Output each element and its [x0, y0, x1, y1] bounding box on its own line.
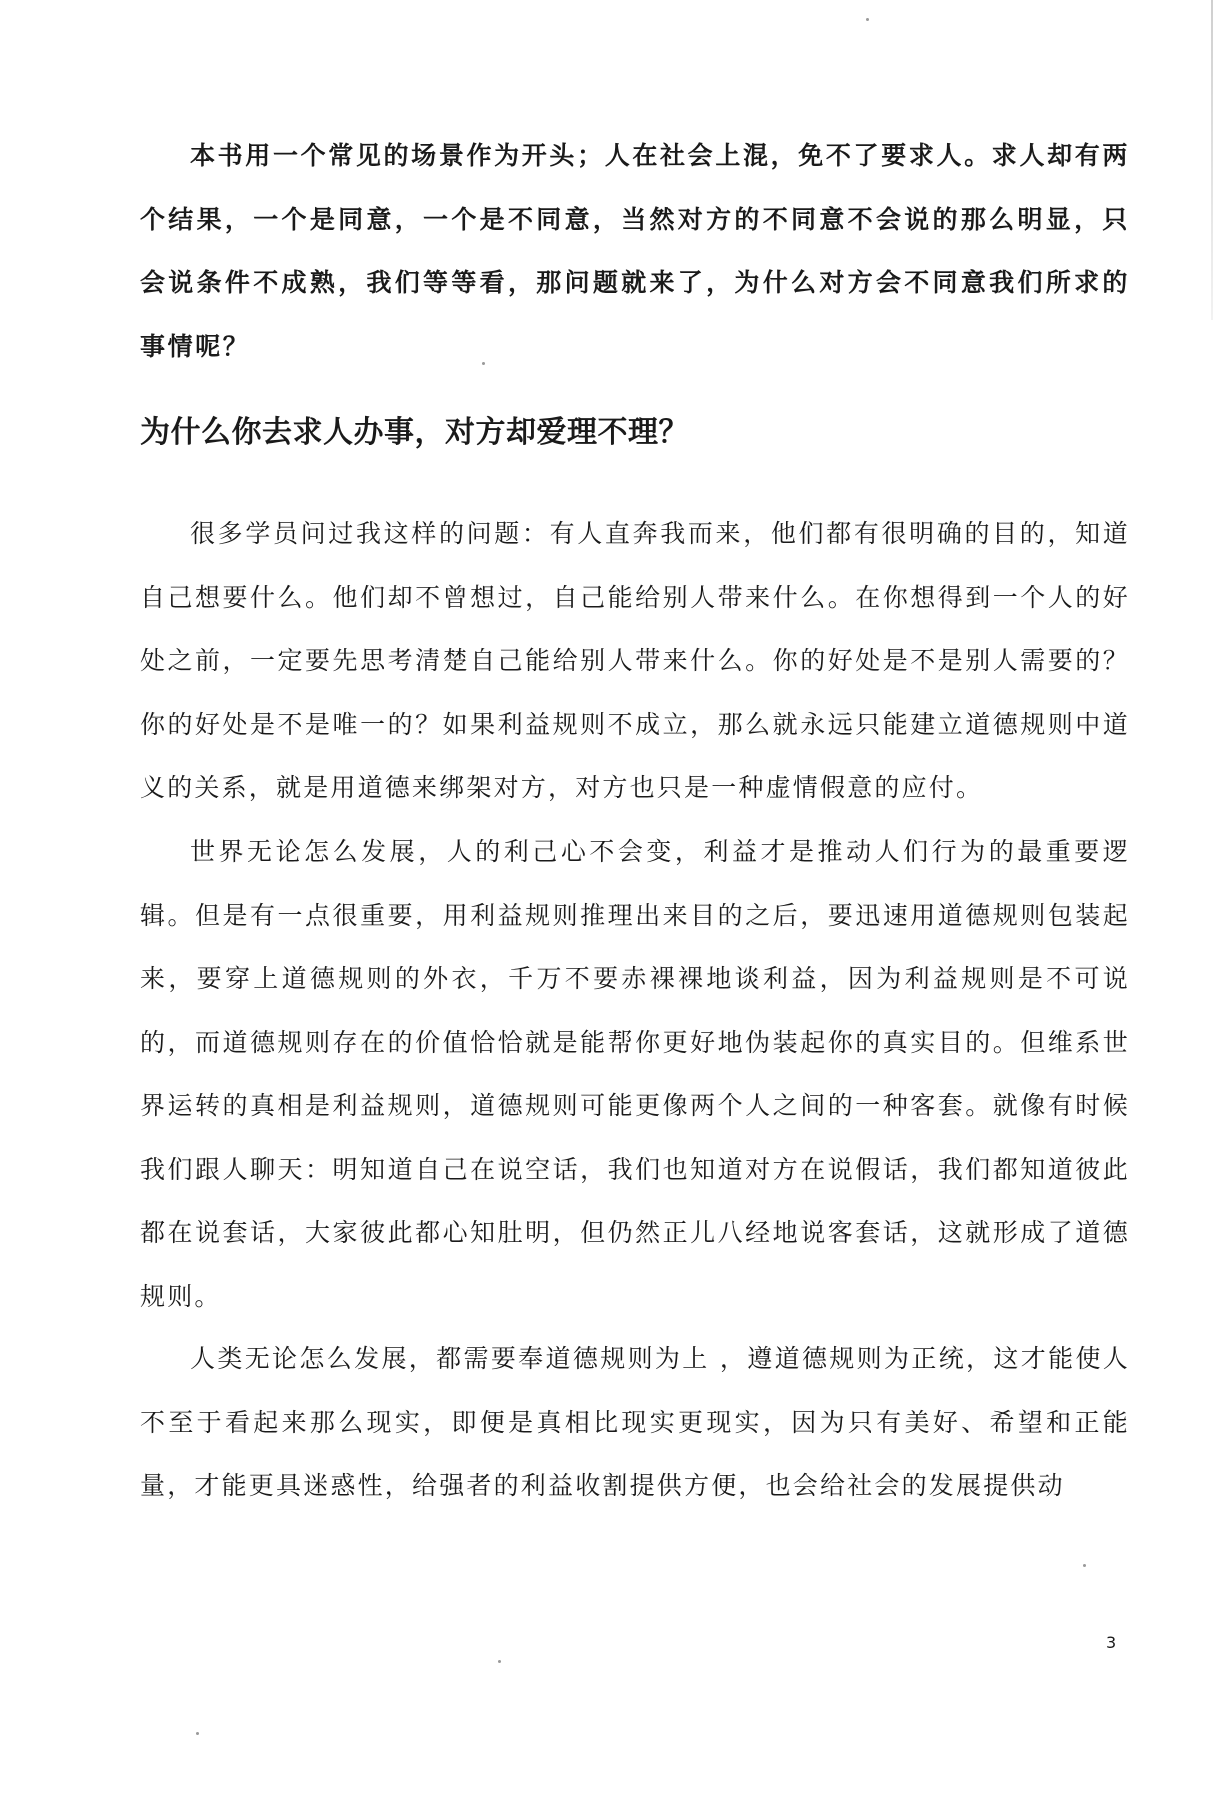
scan-speck: [196, 1732, 199, 1735]
body-paragraph: 很多学员问过我这样的问题：有人直奔我而来，他们都有很明确的目的，知道自己想要什么。他们却不曾想过，自己能给别人带来什么。在你想得到一个人的好处之前，一定要先思考清楚自己能给别人带来什么。你的好处是不是别人需要的？你的好处是不是唯一的？如果利益规则不成立，那么就永远只能建立道德规则中道义的关系，就是用道德来绑架对方，对方也只是一种虚情假意的应付。: [140, 519, 1130, 802]
body-paragraph: 人类无论怎么发展，都需要奉道德规则为上 ，遵道德规则为正统，这才能使人不至于看起来那么现实，即便是真相比现实更现实，因为只有美好、希望和正能量，才能更具迷惑性，给强者的利益收割提供方便，也会给社会的发展提供动: [140, 1344, 1130, 1500]
page-number: 3: [1106, 1633, 1117, 1652]
scan-edge-shadow: [1211, 0, 1213, 320]
scan-speck: [866, 18, 869, 21]
body-paragraph: 世界无论怎么发展，人的利己心不会变，利益才是推动人们行为的最重要逻辑。但是有一点很重要，用利益规则推理出来目的之后，要迅速用道德规则包装起来，要穿上道德规则的外衣，千万不要赤裸裸地谈利益，因为利益规则是不可说的，而道德规则存在的价值恰恰就是能帮你更好地伪装起你的真实目的。但维系世界运转的真相是利益规则，道德规则可能更像两个人之间的一种客套。就像有时候我们跟人聊天：明知道自己在说空话，我们也知道对方在说假话，我们都知道彼此都在说套话，大家彼此都心知肚明，但仍然正儿八经地说客套话，这就形成了道德规则。: [140, 837, 1130, 1311]
scan-speck: [498, 1660, 501, 1663]
intro-paragraph: 本书用一个常见的场景作为开头；人在社会上混，免不了要求人。求人却有两个结果，一个是同意，一个是不同意，当然对方的不同意不会说的那么明显，只会说条件不成熟，我们等等看，那问题就来了，为什么对方会不同意我们所求的事情呢？: [140, 141, 1130, 361]
section-heading: 为什么你去求人办事，对方却爱理不理？: [140, 415, 689, 450]
scan-speck: [1083, 1564, 1086, 1567]
